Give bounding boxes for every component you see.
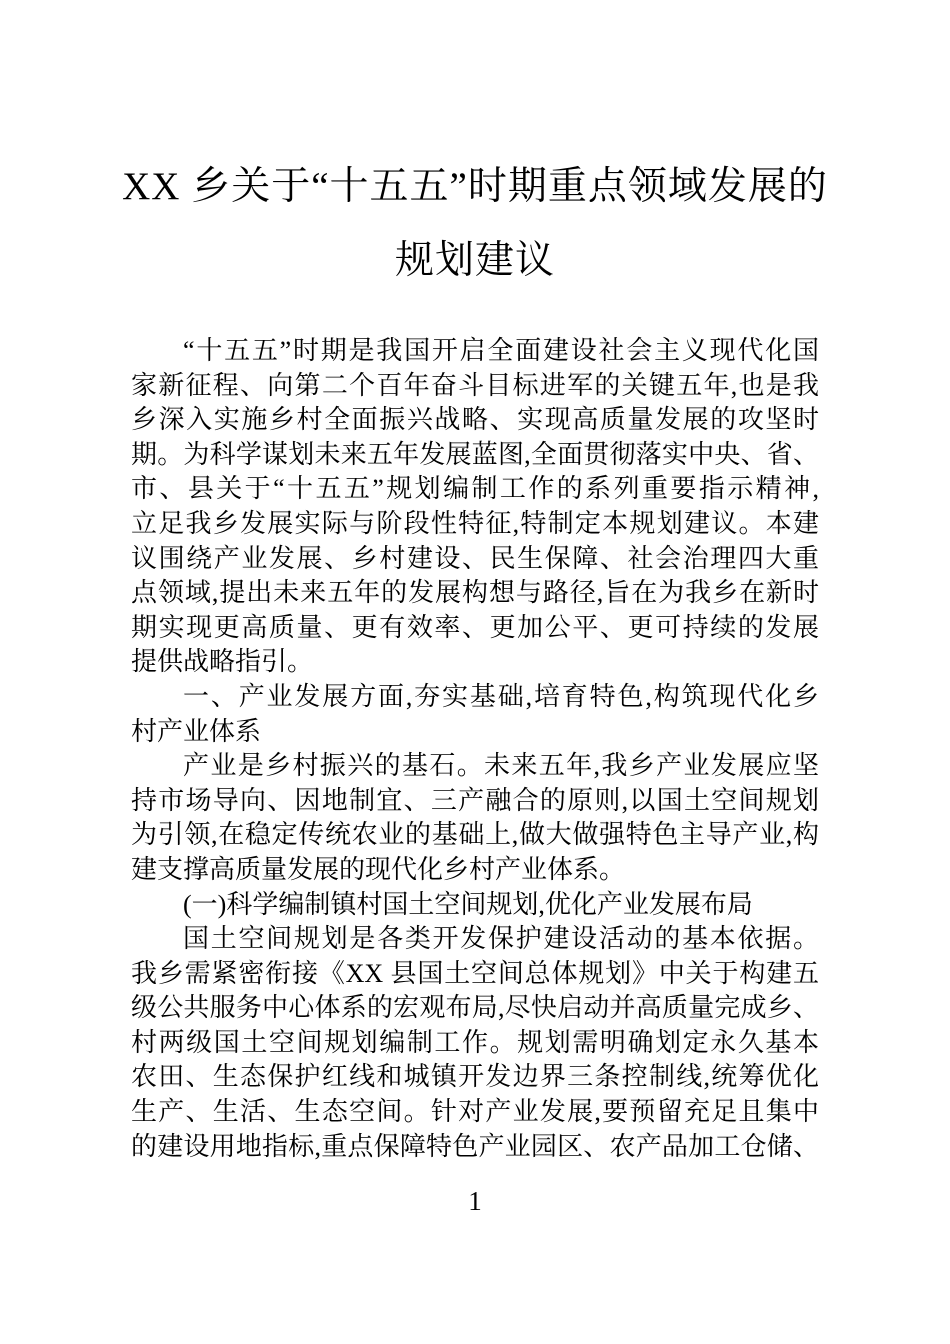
text-line: 期。为科学谋划未来五年发展蓝图,全面贯彻落实中央、省、 bbox=[131, 439, 819, 469]
title-line-2: 规划建议 bbox=[394, 239, 555, 282]
text-line: 农田、生态保护红线和城镇开发边界三条控制线,统筹优化 bbox=[131, 1062, 819, 1092]
paragraph-4 bbox=[131, 888, 819, 923]
document-title bbox=[0, 150, 950, 298]
text-line: 点领域,提出未来五年的发展构想与路径,旨在为我乡在新时 bbox=[131, 578, 819, 608]
paragraph-3 bbox=[131, 749, 819, 887]
text-line: 级公共服务中心体系的宏观布局,尽快启动并高质量完成乡、 bbox=[131, 993, 819, 1023]
text-line: (一)科学编制镇村国土空间规划,优化产业发展布局 bbox=[183, 889, 753, 919]
text-line: 生产、生活、生态空间。针对产业发展,要预留充足且集中 bbox=[131, 1097, 819, 1127]
paragraph-1 bbox=[131, 334, 819, 680]
text-line: 一、产业发展方面,夯实基础,培育特色,构筑现代化乡 bbox=[183, 681, 819, 711]
page-number: 1 bbox=[468, 1186, 482, 1216]
paragraph-5 bbox=[131, 922, 819, 1164]
text-line: 村两级国土空间规划编制工作。规划需明确划定永久基本 bbox=[131, 1027, 819, 1057]
text-line: 国土空间规划是各类开发保护建设活动的基本依据。 bbox=[183, 924, 819, 954]
text-line: 市、县关于“十五五”规划编制工作的系列重要指示精神, bbox=[131, 474, 819, 504]
title-line-1: XX 乡关于“十五五”时期重点领域发展的 bbox=[122, 165, 828, 208]
text-line: 乡深入实施乡村全面振兴战略、实现高质量发展的攻坚时 bbox=[131, 405, 819, 435]
document-body bbox=[131, 334, 819, 1164]
text-line: 的建设用地指标,重点保障特色产业园区、农产品加工仓储、 bbox=[131, 1131, 819, 1161]
text-line: 为引领,在稳定传统农业的基础上,做大做强特色主导产业,构 bbox=[131, 820, 819, 850]
text-line: 议围绕产业发展、乡村建设、民生保障、社会治理四大重 bbox=[131, 543, 819, 573]
paragraph-2 bbox=[131, 680, 819, 749]
text-line: 村产业体系 bbox=[131, 716, 262, 746]
text-line: “十五五”时期是我国开启全面建设社会主义现代化国 bbox=[183, 336, 819, 365]
text-line: 我乡需紧密衔接《XX 县国土空间总体规划》中关于构建五 bbox=[131, 958, 819, 988]
text-line: 提供战略指引。 bbox=[131, 647, 314, 677]
text-line: 立足我乡发展实际与阶段性特征,特制定本规划建议。本建 bbox=[131, 508, 819, 538]
text-line: 建支撑高质量发展的现代化乡村产业体系。 bbox=[131, 854, 626, 884]
text-line: 持市场导向、因地制宜、三产融合的原则,以国土空间规划 bbox=[131, 785, 819, 815]
text-line: 家新征程、向第二个百年奋斗目标进军的关键五年,也是我 bbox=[131, 370, 819, 400]
text-line: 产业是乡村振兴的基石。未来五年,我乡产业发展应坚 bbox=[183, 751, 819, 781]
text-line: 期实现更高质量、更有效率、更加公平、更可持续的发展 bbox=[131, 612, 819, 642]
